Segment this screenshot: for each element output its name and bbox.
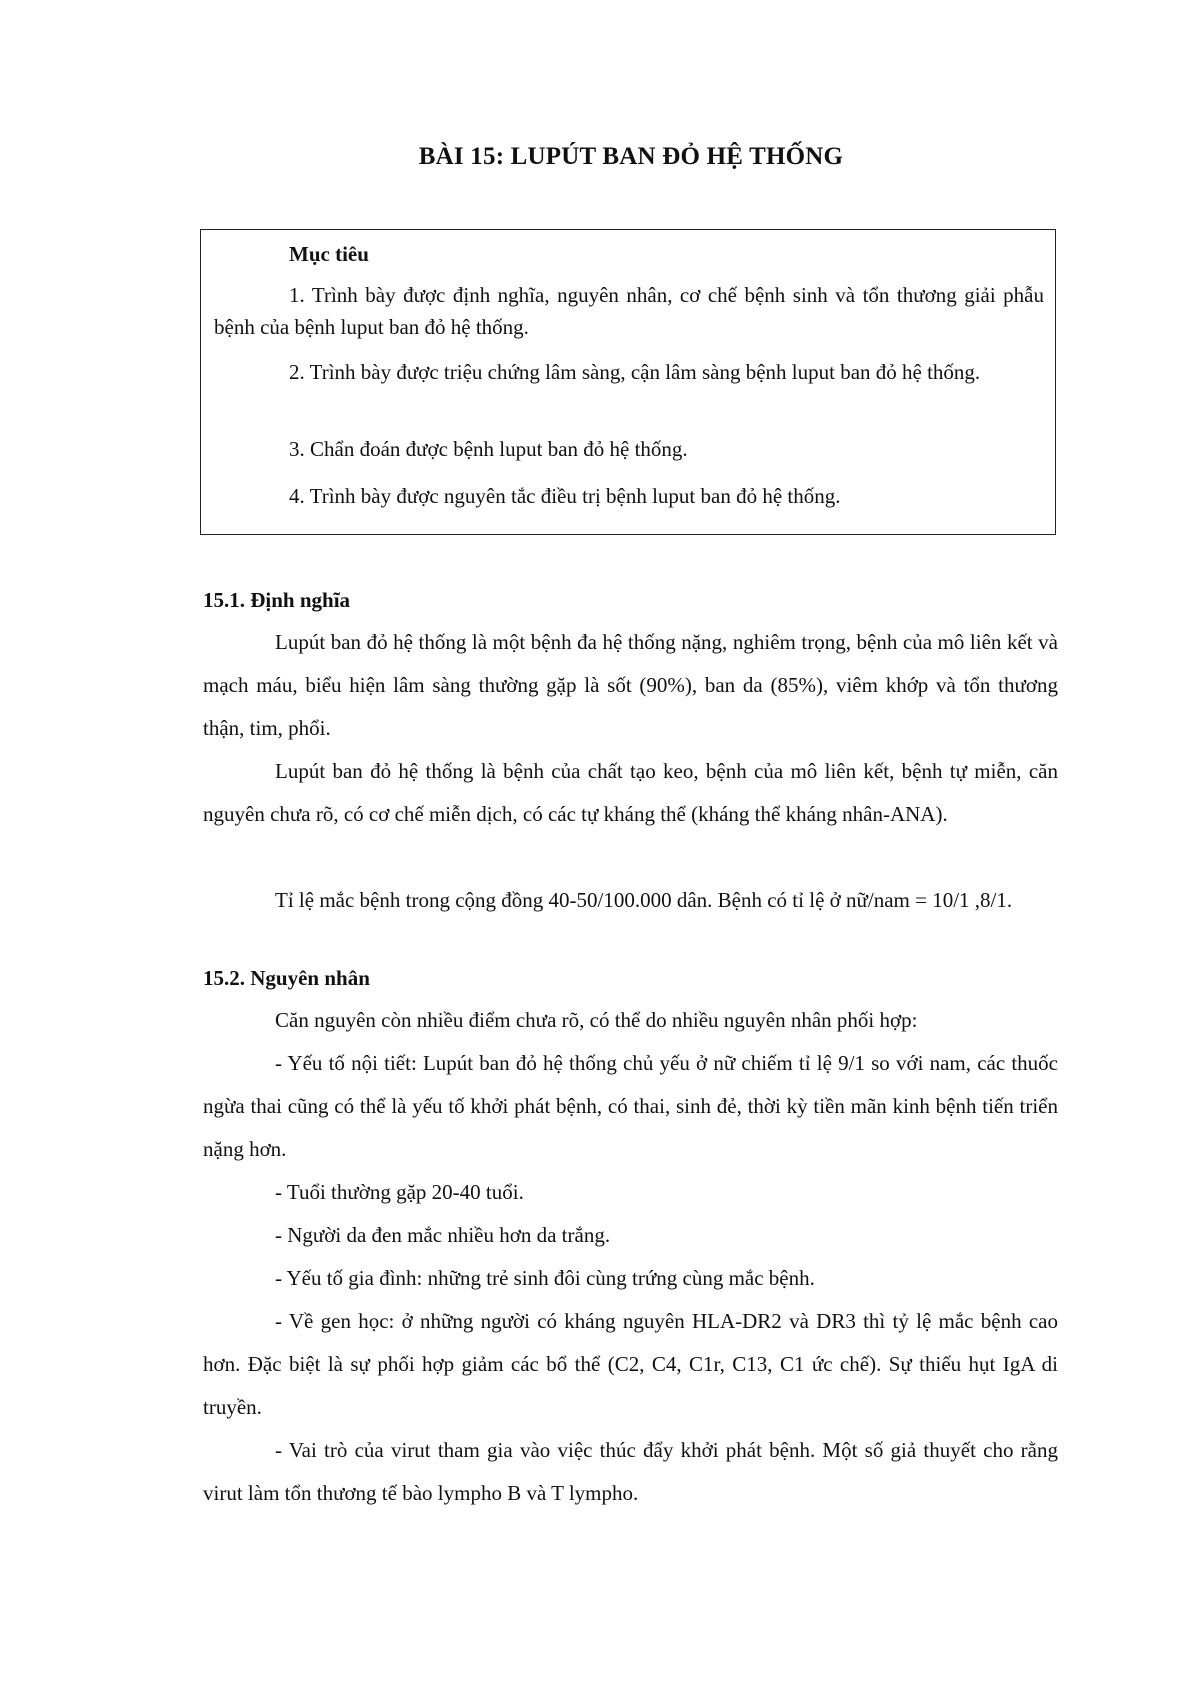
objective-item: 3. Chẩn đoán được bệnh luput ban đỏ hệ thống. [289,437,688,461]
page-title: BÀI 15: LUPÚT BAN ĐỎ HỆ THỐNG [418,143,844,170]
paragraph: Lupút ban đỏ hệ thống là bệnh của chất tạo keo, bệnh của mô liên kết, bệnh tự miễn, căn nguyên chưa rõ, có cơ chế miễn dịch, có các tự kháng thể (kháng thể kháng nhân-ANA). [203,759,1058,826]
objective-item: 4. Trình bày được nguyên tắc điều trị bệnh luput ban đỏ hệ thống. [289,484,841,508]
list-item: - Yếu tố gia đình: những trẻ sinh đôi cùng trứng cùng mắc bệnh. [275,1266,815,1290]
objective-item: 1. Trình bày được định nghĩa, nguyên nhân, cơ chế bệnh sinh và tổn thương giải phẫu bệnh của bệnh luput ban đỏ hệ thống. [214,283,1044,339]
paragraph: Tỉ lệ mắc bệnh trong cộng đồng 40-50/100.000 dân. Bệnh có tỉ lệ ở nữ/nam = 10/1 ,8/1. [275,888,1013,912]
section-heading-causes: 15.2. Nguyên nhân [203,966,370,990]
paragraph: Căn nguyên còn nhiều điểm chưa rõ, có thể do nhiều nguyên nhân phối hợp: [275,1008,918,1032]
list-item: - Người da đen mắc nhiều hơn da trắng. [275,1223,611,1247]
list-item: - Yếu tố nội tiết: Lupút ban đỏ hệ thống chủ yếu ở nữ chiếm tỉ lệ 9/1 so với nam, các thuốc ngừa thai cũng có thể là yếu tố khởi phát bệnh, có thai, sinh đẻ, thời kỳ tiền mãn kinh bệnh tiến triển nặng hơn. [203,1051,1058,1161]
objectives-heading: Mục tiêu [289,242,369,266]
list-item: - Về gen học: ở những người có kháng nguyên HLA-DR2 và DR3 thì tỷ lệ mắc bệnh cao hơn. Đặc biệt là sự phối hợp giảm các bổ thể (C2, C4, C1r, C13, C1 ức chế). Sự thiếu hụt IgA di truyền. [203,1309,1058,1419]
objective-item: 2. Trình bày được triệu chứng lâm sàng, cận lâm sàng bệnh luput ban đỏ hệ thống. [289,360,981,384]
section-heading-definition: 15.1. Định nghĩa [203,588,351,612]
list-item: - Tuổi thường gặp 20-40 tuổi. [275,1180,524,1204]
list-item: - Vai trò của virut tham gia vào việc thúc đẩy khởi phát bệnh. Một số giả thuyết cho rằng virut làm tổn thương tế bào lympho B và T lympho. [203,1438,1058,1505]
paragraph: Lupút ban đỏ hệ thống là một bệnh đa hệ thống nặng, nghiêm trọng, bệnh của mô liên kết và mạch máu, biểu hiện lâm sàng thường gặp là sốt (90%), ban da (85%), viêm khớp và tổn thương thận, tim, phổi. [203,630,1058,740]
